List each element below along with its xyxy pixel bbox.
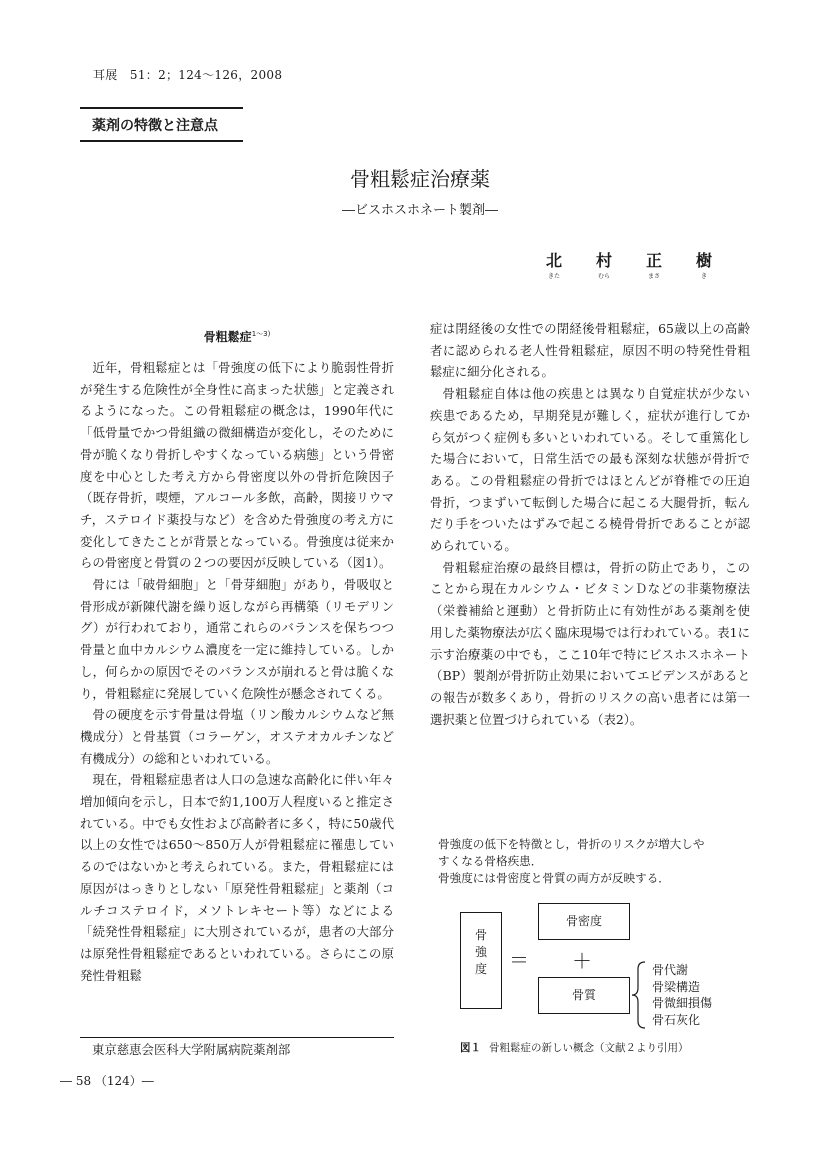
body-paragraph: 近年，骨粗鬆症とは「骨強度の低下により脆弱性骨折が発生する危険性が全身性に高まった状態」と定義されるようになった。この骨粗鬆症の概念は，1990年代に「低骨量でかつ骨組織の微細構造が変化し，そのために骨が脆くなり骨折しやすくなっている病態」という骨密度を中心とした考え方から骨密度以外の骨折危険因子（既存骨折，喫煙，アルコール多飲，高齢，関接リウマチ，ステロイド薬投与など）を含めた骨強度の考え方に変化してきたことが背景となっている。骨強度は従来からの骨密度と骨質の２つの要因が反映している（図1）。: [80, 360, 394, 571]
bone-strength-label: [461, 927, 501, 978]
section-heading-text: 骨粗鬆症: [203, 330, 252, 344]
bone-strength-char: 骨: [474, 928, 487, 942]
figure-description: [438, 836, 758, 887]
bone-quality-box: 骨質: [538, 977, 630, 1014]
author-ruby: まさ: [647, 273, 660, 280]
bone-quality-factor: 骨石灰化: [652, 1012, 701, 1027]
body-paragraph: 骨には「破骨細胞」と「骨芽細胞」があり，骨吸収と骨形成が新陳代謝を繰り返しながら再構築（リモデリング）が行われており，通常これらのバランスを保ちつつ骨量と血中カルシウム濃度を一定に維持している。しかし，何らかの原因でそのバランスが崩れると骨は脆くなり，骨粗鬆症に発展していく危険性が懸念されてくる。: [80, 577, 394, 701]
curly-brace-icon: [629, 960, 649, 1030]
bone-quality-factor: 骨梁構造: [652, 979, 701, 994]
body-paragraph: 症は閉経後の女性での閉経後骨粗鬆症，65歳以上の高齢者に認められる老人性骨粗鬆症，原因不明の特発性骨粗鬆症に細分化される。: [430, 321, 750, 380]
body-paragraph: 骨の硬度を示す骨量は骨塩（リン酸カルシウムなど無機成分）と骨基質（コラーゲン，オステオカルチンなど有機成分）の総和といわれている。: [80, 707, 394, 766]
body-paragraph: 骨粗鬆症自体は他の疾患とは異なり自覚症状が少ない疾患であるため，早期発見が難しく，症状が進行してから気がつく症例も多いといわれている。そして重篤化した場合において，日常生活での最も深刻な状態が骨折である。この骨粗鬆症の骨折ではほとんどが脊椎での圧迫骨折，つまずいて転倒した場合に起こる大腿骨折，転んだり手をついたはずみで起こる橈骨骨折であることが認められている。: [430, 386, 750, 554]
body-column-left: [80, 357, 394, 986]
equals-sign: ＝: [509, 948, 529, 972]
section-label-box: [80, 107, 243, 142]
bone-strength-box: [460, 912, 502, 1009]
article-subtitle: ―ビスホスホネート製剤―: [341, 203, 498, 218]
section-heading-reference: 1～3): [251, 330, 271, 338]
bone-quality-factor: 骨代謝: [652, 963, 689, 977]
bone-quality-factor: 骨微細損傷: [652, 996, 713, 1010]
bone-quality-factors: [652, 962, 712, 1028]
body-paragraph: 現在，骨粗鬆症患者は人口の急速な高齢化に伴い年々増加傾向を示し，日本で約1,100万人程度いると推定されている。中でも女性および高齢者に多く，特に50歳代以上の女性では650～850万人が骨粗鬆症に罹患しているのではないかと考えられている。また，骨粗鬆症には原因がはっきりとしない「原発性骨粗鬆症」と薬剤（コルチコステロイド，メソトレキセート等）などによる「続発性骨粗鬆症」に大別されているが，患者の大部分は原発性骨粗鬆症であるといわれている。さらにこの原発性骨粗鬆: [80, 772, 394, 983]
author-ruby: きた: [547, 273, 560, 280]
figure-description-line: 骨強度の低下を特徴とし，骨折のリスクが増大しや: [438, 837, 705, 851]
figure-description-line: 骨強度には骨密度と骨質の両方が反映する．: [438, 871, 670, 885]
plus-sign: ＋: [572, 949, 592, 973]
figure-caption-label: 図１: [460, 1042, 481, 1054]
figure-caption-text: 骨粗鬆症の新しい概念（文献２より引用）: [489, 1042, 689, 1054]
article-title: 骨粗鬆症治療薬: [350, 167, 490, 191]
bone-strength-char: 強: [474, 945, 487, 959]
author-ruby: むら: [597, 273, 610, 280]
bone-strength-char: 度: [474, 962, 487, 976]
footnote-rule: [80, 1037, 394, 1038]
page-number: ― 58 （124）―: [60, 1074, 154, 1088]
body-column-right: [430, 318, 750, 730]
author-affiliation: 東京慈恵会医科大学附属病院薬剤部: [92, 1042, 291, 1057]
section-heading: [80, 328, 394, 345]
author-char: 樹: [695, 251, 712, 270]
author-ruby: き: [700, 273, 707, 280]
author-char: 正: [645, 251, 662, 270]
journal-reference: 耳展 51：2；124～126，2008: [93, 68, 283, 82]
figure-description-line: すくなる骨格疾患．: [438, 854, 543, 868]
bone-density-box: 骨密度: [538, 903, 630, 940]
author-char: 村: [595, 251, 612, 270]
author-char: 北: [545, 251, 562, 270]
figure-caption: [460, 1040, 689, 1055]
section-label: 薬剤の特徴と注意点: [92, 118, 218, 134]
body-paragraph: 骨粗鬆症治療の最終目標は，骨折の防止であり，このことから現在カルシウム・ビタミンＤなどの非薬物療法（栄養補給と運動）と骨折防止に有効性がある薬剤を使用した薬物療法が広く臨床現場では行われている。表1に示す治療薬の中でも，ここ10年で特にビスホスホネート（BP）製剤が骨折防止効果においてエビデンスがあるとの報告が数多くあり，骨折のリスクの高い患者には第一選択薬と位置づけられている（表2）。: [430, 559, 750, 727]
